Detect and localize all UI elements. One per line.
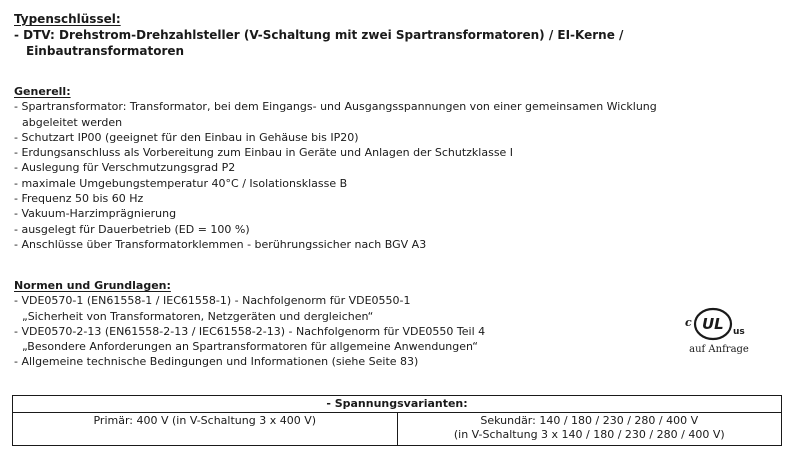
voltage-variants-table	[12, 395, 782, 446]
secondary-voltage: Sekundär: 140 / 180 / 230 / 280 / 400 V	[480, 414, 699, 427]
table-row	[13, 413, 782, 446]
norms-item-continued: „Besondere Anforderungen an Spartransformatoren für allgemeine Anwendungen“	[22, 340, 478, 354]
culus-certification-logo	[683, 304, 755, 364]
secondary-voltage-cell	[397, 413, 782, 446]
table-header-row	[13, 396, 782, 413]
general-item: - Anschlüsse über Transformatorklemmen - berührungssicher nach BGV A3	[14, 237, 427, 251]
primary-voltage: Primär: 400 V (in V-Schaltung 3 x 400 V)	[93, 414, 317, 427]
general-item: - ausgelegt für Dauerbetrieb (ED = 100 %)	[14, 222, 250, 236]
type-key-line-continued: Einbautransformatoren	[26, 44, 185, 58]
general-item: - Erdungsanschluss als Vorbereitung zum Einbau in Geräte und Anlagen der Schutzklasse I	[14, 146, 514, 160]
norms-heading: Normen und Grundlagen:	[14, 279, 171, 292]
type-key-line: - DTV: Drehstrom-Drehzahlsteller (V-Schaltung mit zwei Spartransformatoren) / EI-Kerne /	[14, 28, 624, 42]
general-item: - Schutzart IP00 (geeignet für den Einbau in Gehäuse bis IP20)	[14, 130, 359, 144]
primary-voltage-cell	[13, 413, 398, 446]
norms-item: - VDE0570-1 (EN61558-1 / IEC61558-1) - Nachfolgenorm für VDE0550-1	[14, 294, 411, 308]
voltage-table-header: - Spannungsvarianten:	[13, 396, 782, 413]
norms-item: - VDE0570-2-13 (EN61558-2-13 / IEC61558-2-13) - Nachfolgenorm für VDE0550 Teil 4	[14, 324, 486, 338]
ul-mark-right: us	[733, 327, 745, 337]
general-item: - Frequenz 50 bis 60 Hz	[14, 192, 144, 206]
general-item: - Spartransformator: Transformator, bei dem Eingangs- und Ausgangsspannungen von einer gemeinsamen Wicklung	[14, 100, 657, 114]
general-item: - Auslegung für Verschmutzungsgrad P2	[14, 161, 236, 175]
general-item: - maximale Umgebungstemperatur 40°C / Isolationsklasse B	[14, 176, 348, 190]
norms-item: - Allgemeine technische Bedingungen und Informationen (siehe Seite 83)	[14, 355, 419, 369]
norms-item-continued: „Sicherheit von Transformatoren, Netzgeräten und dergleichen“	[22, 309, 374, 323]
general-heading: Generell:	[14, 85, 71, 98]
type-key-section	[14, 11, 623, 59]
type-key-heading: Typenschlüssel:	[14, 12, 121, 26]
ul-mark-left: c	[685, 316, 692, 329]
secondary-voltage-v-connection: (in V-Schaltung 3 x 140 / 180 / 230 / 280 / 400 V)	[453, 428, 725, 441]
certification-note: auf Anfrage	[689, 344, 749, 355]
general-section	[14, 84, 657, 252]
norms-section	[14, 278, 485, 370]
general-item-continued: abgeleitet werden	[22, 115, 123, 129]
general-item: - Vakuum-Harzimprägnierung	[14, 207, 177, 221]
ul-mark-center: UL	[702, 315, 724, 333]
